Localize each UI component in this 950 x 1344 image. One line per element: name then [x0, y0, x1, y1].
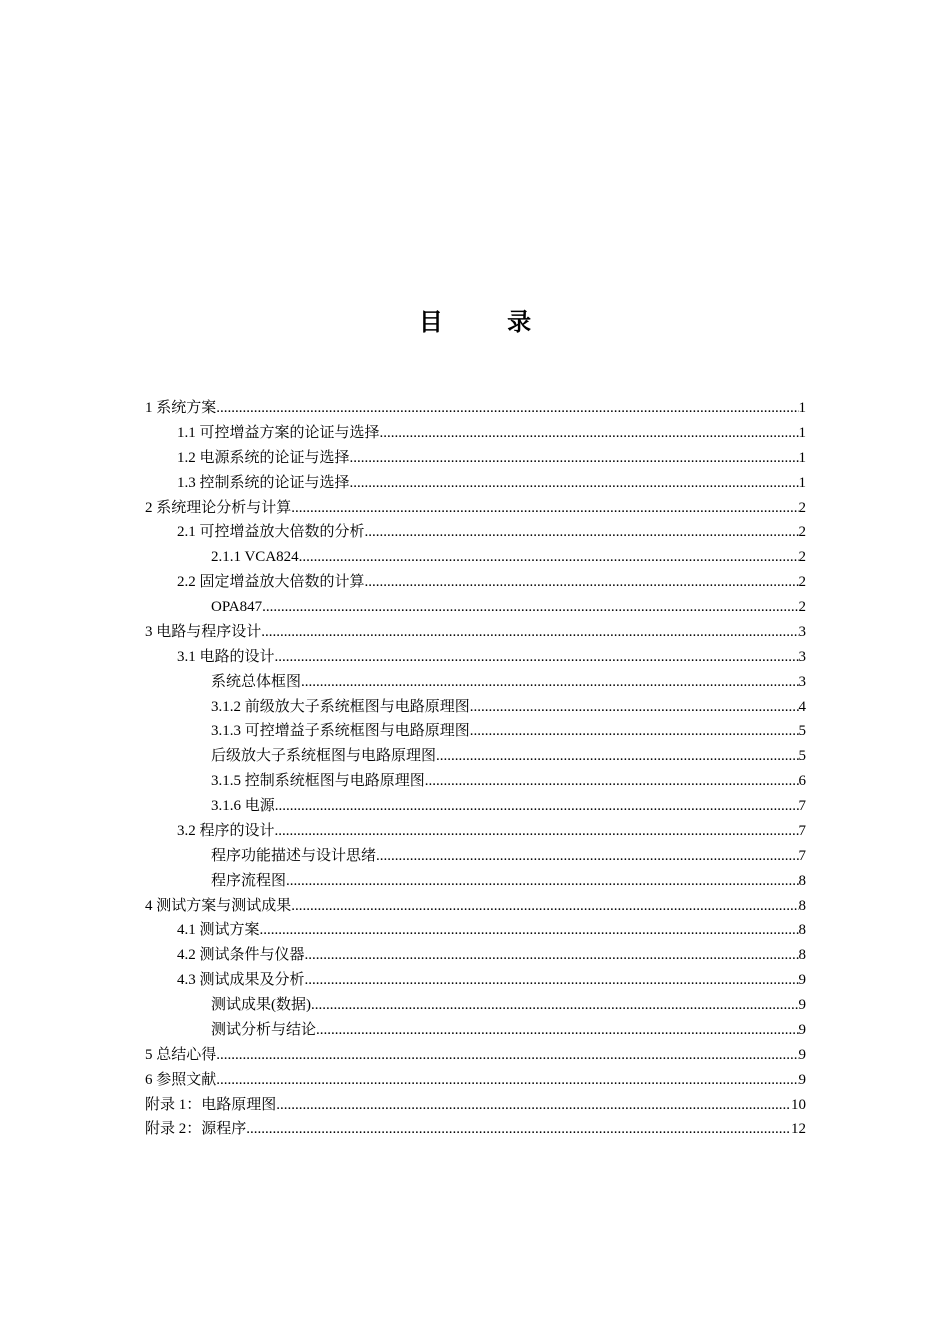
toc-entry-page-number: 4	[798, 698, 806, 715]
toc-entry[interactable]	[145, 769, 806, 794]
toc-entry[interactable]	[145, 993, 806, 1018]
toc-entry[interactable]	[145, 421, 806, 446]
toc-entry-label: 5 总结心得	[145, 1046, 217, 1063]
toc-entry-label: 2 系统理论分析与计算	[145, 499, 292, 516]
toc-entry-label: 系统总体框图	[211, 673, 302, 690]
toc-dot-leader	[365, 570, 799, 595]
toc-entry-label: 3.1.3 可控增益子系统框图与电路原理图	[211, 723, 470, 740]
toc-entry-page-number: 9	[798, 972, 806, 989]
toc-dot-leader	[301, 670, 798, 695]
toc-dot-leader	[380, 421, 799, 446]
toc-dot-leader	[262, 595, 798, 620]
toc-entry-page-number: 8	[798, 922, 806, 939]
toc-entry-page-number: 2	[798, 499, 806, 516]
toc-entry-label: 4.3 测试成果及分析	[177, 972, 305, 989]
toc-entry[interactable]	[145, 496, 806, 521]
toc-dot-leader	[216, 1043, 798, 1068]
toc-dot-leader	[436, 744, 798, 769]
toc-entry-label: 3.1.2 前级放大子系统框图与电路原理图	[211, 698, 470, 715]
toc-dot-leader	[275, 645, 799, 670]
toc-entry-label: 2.1 可控增益放大倍数的分析	[177, 524, 365, 541]
toc-entry-page-number: 2	[798, 549, 806, 566]
toc-entry-page-number: 3	[798, 623, 806, 640]
toc-entry[interactable]	[145, 819, 806, 844]
toc-dot-leader	[350, 446, 799, 471]
toc-entry[interactable]	[145, 570, 806, 595]
toc-entry-page-number: 8	[798, 947, 806, 964]
toc-entry-page-number: 1	[798, 474, 806, 491]
toc-entry-page-number: 1	[798, 449, 806, 466]
toc-entry[interactable]	[145, 1093, 806, 1118]
toc-entry-page-number: 5	[798, 723, 806, 740]
toc-entry[interactable]	[145, 645, 806, 670]
toc-entry-page-number: 7	[798, 822, 806, 839]
toc-entry-label: 测试分析与结论	[211, 1021, 317, 1038]
toc-entry-page-number: 9	[798, 1071, 806, 1088]
toc-entry-label: 程序流程图	[211, 872, 287, 889]
toc-entry-label: 4.1 测试方案	[177, 922, 260, 939]
toc-entry[interactable]	[145, 1117, 806, 1142]
toc-entry[interactable]	[145, 744, 806, 769]
toc-entry-page-number: 2	[798, 599, 806, 615]
toc-dot-leader	[316, 1018, 798, 1043]
toc-entry-label: 3.2 程序的设计	[177, 822, 275, 839]
toc-dot-leader	[246, 1117, 791, 1142]
toc-entry[interactable]	[145, 620, 806, 645]
toc-entry-page-number: 2	[798, 524, 806, 541]
toc-entry-label: 3.1.6 电源	[211, 798, 275, 814]
toc-entry-page-number: 8	[798, 897, 806, 914]
toc-entry-label: 3 电路与程序设计	[145, 623, 262, 640]
toc-entry[interactable]	[145, 719, 806, 744]
toc-entry[interactable]	[145, 396, 806, 421]
toc-entry-label: 3.1.5 控制系统框图与电路原理图	[211, 773, 425, 790]
toc-entry[interactable]	[145, 968, 806, 993]
toc-entry-label: 附录 2：源程序	[145, 1121, 247, 1138]
toc-dot-leader	[261, 620, 798, 645]
toc-entry-label: 2.2 固定增益放大倍数的计算	[177, 574, 365, 591]
toc-entry-page-number: 2	[798, 574, 806, 591]
toc-entry[interactable]	[145, 844, 806, 869]
toc-entry[interactable]	[145, 794, 806, 819]
toc-dot-leader	[470, 695, 799, 720]
toc-dot-leader	[470, 719, 799, 744]
toc-entry-page-number: 7	[798, 798, 806, 814]
toc-entry[interactable]	[145, 869, 806, 894]
toc-entry-page-number: 8	[798, 872, 806, 889]
toc-entry-page-number: 3	[798, 648, 806, 665]
toc-dot-leader	[425, 769, 799, 794]
toc-entry-label: 4 测试方案与测试成果	[145, 897, 292, 914]
toc-dot-leader	[291, 894, 798, 919]
toc-entry-page-number: 12	[791, 1121, 806, 1138]
toc-entry[interactable]	[145, 1043, 806, 1068]
toc-entry-label: 1.2 电源系统的论证与选择	[177, 449, 350, 466]
toc-dot-leader	[305, 943, 799, 968]
toc-entry-label: 2.1.1 VCA824	[211, 549, 299, 566]
toc-dot-leader	[260, 918, 799, 943]
toc-entry-label: OPA847	[211, 599, 263, 615]
toc-entry-label: 1.1 可控增益方案的论证与选择	[177, 424, 380, 441]
toc-entry-page-number: 5	[798, 748, 806, 765]
table-of-contents	[145, 396, 806, 1142]
toc-dot-leader	[376, 844, 798, 869]
toc-entry-page-number: 9	[798, 1021, 806, 1038]
toc-dot-leader	[276, 1093, 791, 1118]
toc-entry-page-number: 6	[798, 773, 806, 790]
toc-entry-page-number: 10	[791, 1096, 806, 1113]
toc-dot-leader	[365, 520, 799, 545]
toc-dot-leader	[275, 794, 799, 819]
toc-entry[interactable]	[145, 695, 806, 720]
toc-entry-label: 1.3 控制系统的论证与选择	[177, 474, 350, 491]
toc-entry[interactable]	[145, 595, 806, 620]
page-title: 目 录	[418, 308, 560, 336]
toc-entry-label: 附录 1：电路原理图	[145, 1096, 277, 1113]
toc-dot-leader	[286, 869, 798, 894]
toc-entry-page-number: 9	[798, 997, 806, 1013]
toc-dot-leader	[311, 993, 799, 1018]
toc-entry-label: 6 参照文献	[145, 1071, 217, 1088]
toc-dot-leader	[291, 496, 798, 521]
toc-entry-label: 后级放大子系统框图与电路原理图	[211, 748, 437, 765]
toc-entry[interactable]	[145, 1068, 806, 1093]
toc-entry[interactable]	[145, 446, 806, 471]
toc-dot-leader	[299, 545, 799, 570]
toc-entry[interactable]	[145, 918, 806, 943]
toc-entry-page-number: 9	[798, 1046, 806, 1063]
toc-entry[interactable]	[145, 520, 806, 545]
toc-entry-label: 1 系统方案	[145, 400, 217, 416]
toc-entry-label: 程序功能描述与设计思绪	[211, 847, 377, 864]
toc-dot-leader	[275, 819, 799, 844]
toc-entry[interactable]	[145, 894, 806, 919]
toc-entry-page-number: 7	[798, 847, 806, 864]
toc-dot-leader	[305, 968, 799, 993]
toc-entry[interactable]	[145, 1018, 806, 1043]
toc-dot-leader	[216, 396, 798, 421]
toc-entry-label: 测试成果(数据)	[211, 997, 311, 1013]
toc-dot-leader	[350, 471, 799, 496]
toc-entry[interactable]	[145, 471, 806, 496]
toc-entry[interactable]	[145, 943, 806, 968]
toc-entry-page-number: 1	[798, 400, 806, 416]
toc-entry[interactable]	[145, 545, 806, 570]
toc-entry-page-number: 1	[798, 424, 806, 441]
toc-entry-label: 3.1 电路的设计	[177, 648, 275, 665]
toc-entry-label: 4.2 测试条件与仪器	[177, 947, 305, 964]
toc-entry[interactable]	[145, 670, 806, 695]
toc-dot-leader	[216, 1068, 798, 1093]
toc-entry-page-number: 3	[798, 673, 806, 690]
